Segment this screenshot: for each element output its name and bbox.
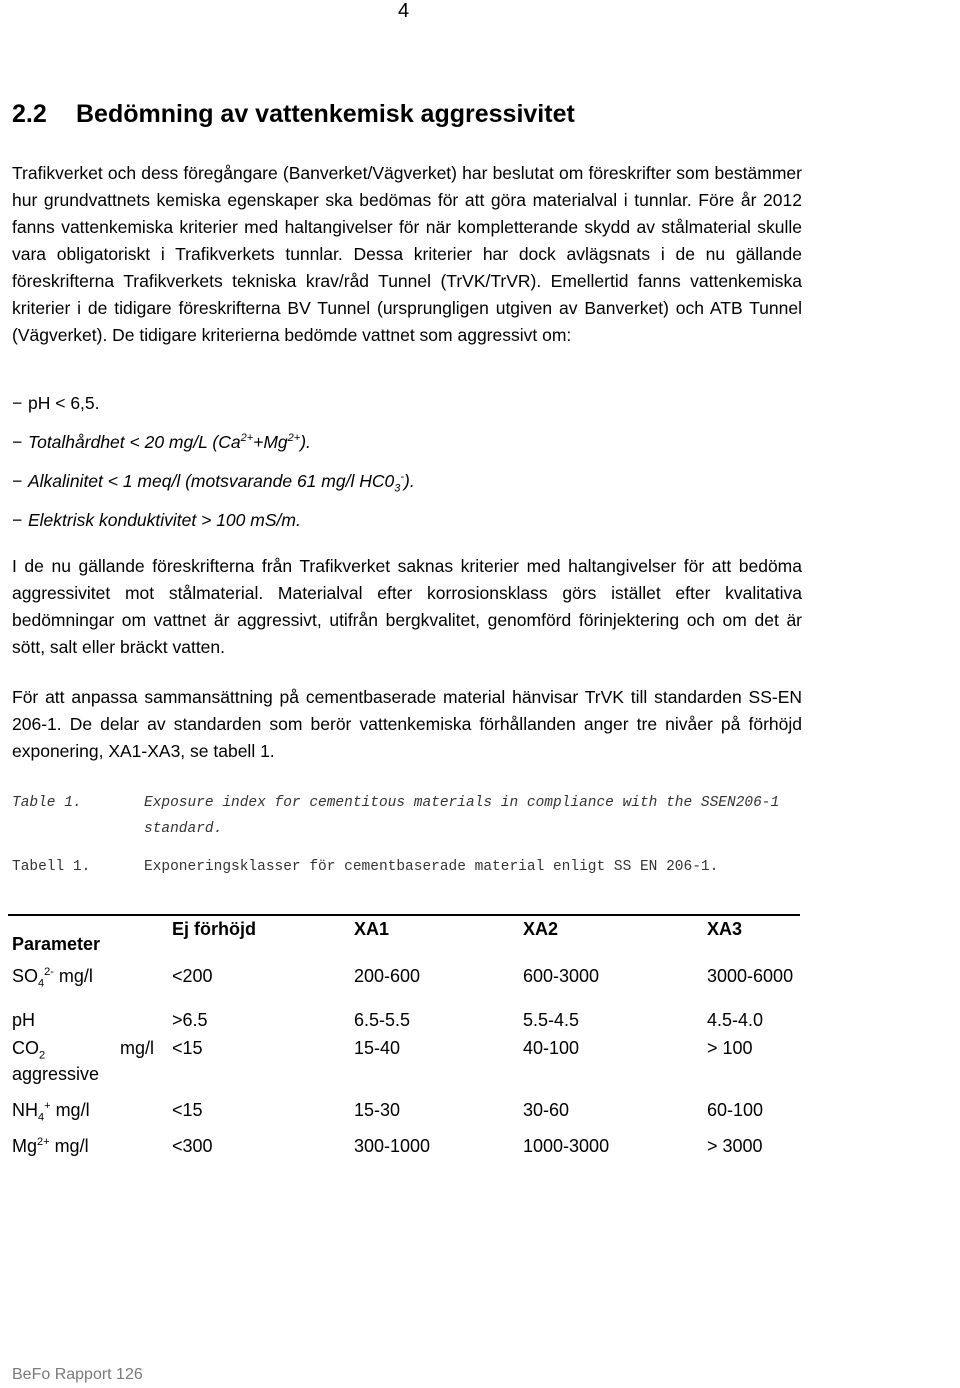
criteria-item-alkalinity <box>12 466 415 505</box>
criteria-list <box>12 388 415 544</box>
dash-marker: − <box>12 471 23 491</box>
param-cell: $CO_2$ mg/l <box>12 1038 154 1062</box>
exposure-table <box>12 915 802 1157</box>
table-row <box>12 987 802 1031</box>
value-cell: 300-1000 <box>354 1136 431 1156</box>
criteria-text: pH < 6,5. <box>28 393 100 413</box>
value-cell: > 100 <box>707 1038 753 1058</box>
caption-label: Table 1. <box>12 795 82 811</box>
value-cell: > 3000 <box>707 1136 763 1156</box>
param-cell: $SO_4^{2-}$ mg/l <box>12 966 93 990</box>
criteria-item-conductivity <box>12 505 415 544</box>
value-cell: <15 <box>172 1100 203 1120</box>
section-number: 2.2 <box>12 100 47 128</box>
param-cell: aggressive <box>12 1064 100 1084</box>
dash-marker: − <box>12 393 23 413</box>
value-cell: 30-60 <box>523 1100 570 1120</box>
value-cell: 15-40 <box>354 1038 401 1058</box>
table-row <box>12 1031 802 1059</box>
value-cell: 15-30 <box>354 1100 401 1120</box>
criteria-item-hardness <box>12 427 415 466</box>
second-paragraph: I de nu gällande föreskrifterna från Trafikverket saknas kriterier med haltangivelser för att bedöma aggressivitet mot stålmaterial. Materialval efter korrosionsklass görs istället efter kvalitativa bedömningar om vattnet är aggressivt, utifrån bergkvalitet, genomförd förinjektering och om det är sött, salt eller bräckt vatten. <box>12 556 802 657</box>
dash-marker: − <box>12 510 23 530</box>
criteria-text: Totalhårdhet < 20 mg/L $(Ca^{2+}+Mg^{2+})$. <box>28 432 311 452</box>
value-cell: 200-600 <box>354 966 421 986</box>
param-cell: $NH_4^+$ mg/l <box>12 1100 90 1124</box>
section-heading <box>12 100 575 129</box>
value-cell: 3000-6000 <box>707 966 794 986</box>
caption-text: Exposure index for cementitous materials in compliance with the SSEN206-1 standard. <box>144 795 780 837</box>
value-cell: 60-100 <box>707 1100 764 1120</box>
value-cell: 5.5-4.5 <box>523 1010 580 1030</box>
value-cell: 600-3000 <box>523 966 600 986</box>
caption-text: Exponeringsklasser för cementbaserade material enligt SS EN 206-1. <box>144 859 719 875</box>
page-number: 4 <box>398 0 410 22</box>
header-cell: Ej förhöjd <box>172 919 256 939</box>
dash-marker: − <box>12 432 23 452</box>
table-row <box>12 955 802 987</box>
section-title: Bedömning av vattenkemisk aggressivitet <box>76 100 575 128</box>
value-cell: <15 <box>172 1038 203 1058</box>
intro-paragraph: Trafikverket och dess föregångare (Banverket/Vägverket) har beslutat om föreskrifter som bestämmer hur grundvattnets kemiska egenskaper ska bedömas för att göra materialval i tunnlar. Före år 2012 fanns vattenkemiska kriterier med haltangivelser för när kompletterande skydd av stålmaterial skulle vara obligatoriskt i Trafikverkets tunnlar. Dessa kriterier har dock avlägsnats i de nu gällande föreskrifterna Trafikverkets tekniska krav/råd Tunnel (TrVK/TrVR). Emellertid fanns vattenkemiska kriterier i de tidigare föreskrifterna BV Tunnel (ursprungligen utgiven av Banverket) och ATB Tunnel (Vägverket). De tidigare kriterierna bedömde vattnet som aggressivt om: <box>12 163 802 345</box>
criteria-text: Elektrisk konduktivitet > 100 mS/m. <box>28 510 301 530</box>
table-row <box>12 1121 802 1157</box>
value-cell: <200 <box>172 966 213 986</box>
caption-label: Tabell 1. <box>12 859 91 875</box>
page-footer: BeFo Rapport 126 <box>12 1366 143 1383</box>
value-cell: 4.5-4.0 <box>707 1010 764 1030</box>
third-paragraph: För att anpassa sammansättning på cementbaserade material hänvisar TrVK till standarden SS-EN 206-1. De delar av standarden som berör vattenkemiska förhållanden anger tre nivåer på förhöjd exponering, XA1-XA3, se tabell 1. <box>12 687 802 761</box>
header-cell: Parameter <box>12 934 101 954</box>
criteria-item-ph <box>12 388 415 427</box>
table-row <box>12 1085 802 1121</box>
criteria-text: Alkalinitet < 1 meq/l (motsvarande 61 mg/l $HC0_3^-$). <box>28 471 415 495</box>
header-cell: XA1 <box>354 919 390 939</box>
param-cell: $Mg^{2+}$ mg/l <box>12 1136 89 1156</box>
table-header-row <box>12 915 802 955</box>
value-cell: <300 <box>172 1136 213 1156</box>
value-cell: 6.5-5.5 <box>354 1010 411 1030</box>
header-cell: XA3 <box>707 919 743 939</box>
header-cell: XA2 <box>523 919 559 939</box>
table-row-continuation <box>12 1059 802 1085</box>
value-cell: 40-100 <box>523 1038 580 1058</box>
value-cell: >6.5 <box>172 1010 208 1030</box>
param-cell: pH <box>12 1010 36 1030</box>
value-cell: 1000-3000 <box>523 1136 610 1156</box>
